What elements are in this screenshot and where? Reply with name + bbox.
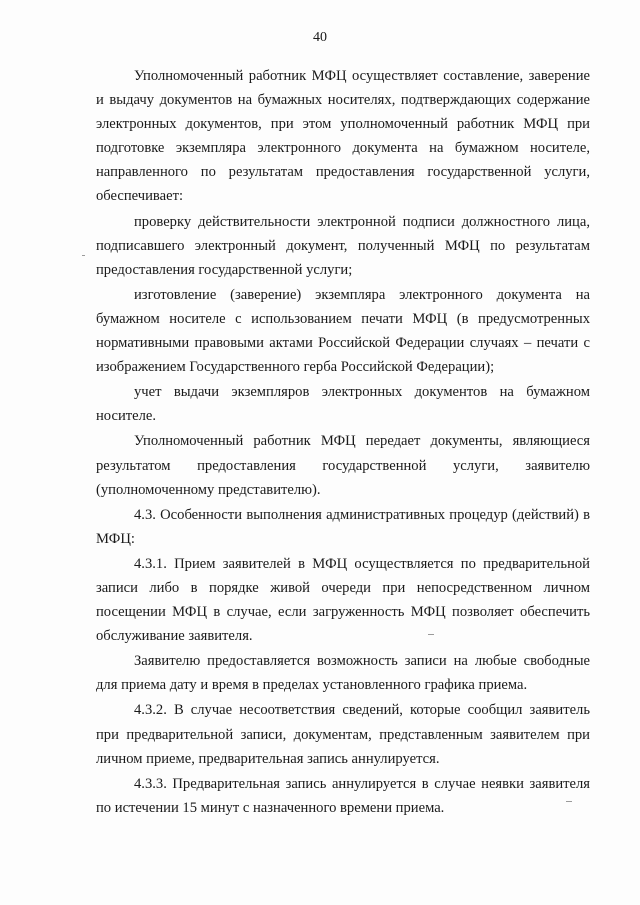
paragraph-issue-accounting: учет выдачи экземпляров электронных документов на бумажном носителе. (96, 384, 590, 425)
paragraph-4-3-2: 4.3.2. В случае несоответствия сведений, которые сообщил заявитель при предварительной записи, документам, представленным заявителем при личном приеме, предварительная запись аннулируется. (96, 702, 590, 767)
document-body (96, 64, 590, 821)
scan-speck (566, 801, 572, 802)
paragraph-appointment-choice: Заявителю предоставляется возможность записи на любые свободные для приема дату и время в пределах установленного графика приема. (96, 653, 590, 694)
paragraph-4-3-3: 4.3.3. Предварительная запись аннулируется в случае неявки заявителя по истечении 15 минут с назначенного времени приема. (96, 775, 590, 816)
paragraph-mfc-duties: Уполномоченный работник МФЦ осуществляет составление, заверение и выдачу документов на бумажных носителях, подтверждающих содержание электронных документов, при этом уполномоченный работник МФЦ при подготовке экземпляра электронного документа на бумажном носителе, направленного по результатам предоставления государственной услуги, обеспечивает: (96, 68, 590, 205)
paragraph-handover: Уполномоченный работник МФЦ передает документы, являющиеся результатом предоставления государственной услуги, заявителю (уполномоченному представителю). (96, 433, 590, 498)
paragraph-paper-copy: изготовление (заверение) экземпляра электронного документа на бумажном носителе с использованием печати МФЦ (в предусмотренных нормативными правовыми актами Российской Федерации случаях – печати с изображением Государственного герба Российской Федерации); (96, 286, 590, 376)
page-number: 40 (313, 30, 327, 45)
section-heading-4-3: 4.3. Особенности выполнения административных процедур (действий) в МФЦ: (96, 506, 590, 547)
paragraph-signature-check: проверку действительности электронной подписи должностного лица, подписавшего электронный документ, полученный МФЦ по результатам предоставления государственной услуги; (96, 213, 590, 278)
scan-speck (82, 255, 85, 256)
scan-speck (428, 634, 434, 635)
paragraph-4-3-1: 4.3.1. Прием заявителей в МФЦ осуществляется по предварительной записи либо в порядке живой очереди при непосредственном личном посещении МФЦ в случае, если загруженность МФЦ позволяет обеспечить обслуживание заявителя. (96, 555, 590, 645)
